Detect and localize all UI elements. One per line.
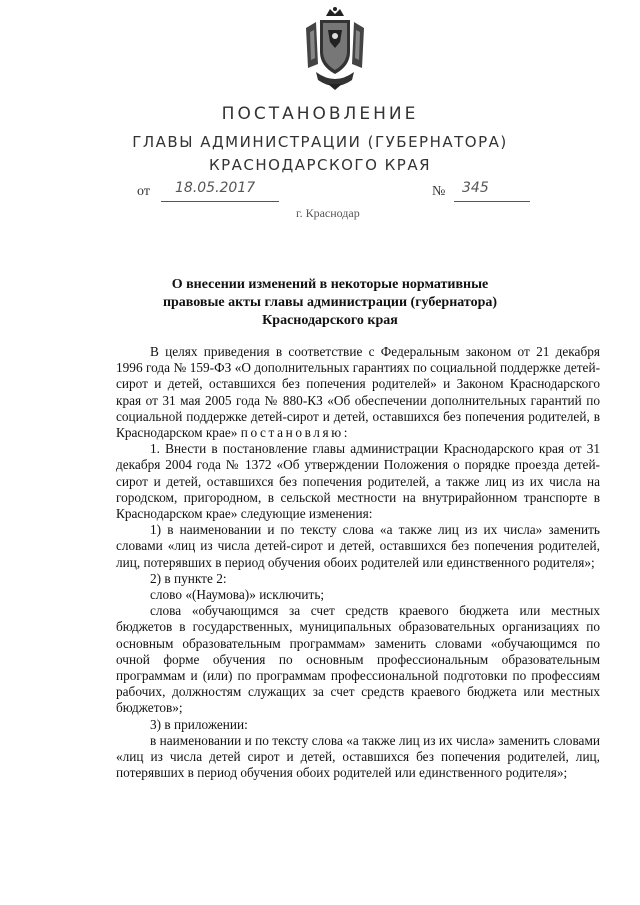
preamble-text: В целях приведения в соответствие с Федеральным законом от 21 декабря 1996 года № 159-ФЗ «О дополнительных гарантиях по социальной поддержке детей-сирот и детей, оставшихся без попечения родителей» и Законом Краснодарского края от 31 мая 2005 года № 880-КЗ «Об обеспечении дополнительных гарантий по социальной поддержке детей-сирот и детей, оставшихся без попечения родителей, в Краснодарском крае» [116,344,600,441]
document-type-title: ПОСТАНОВЛЕНИЕ [221,104,419,124]
region-line: КРАСНОДАРСКОГО КРАЯ [208,156,432,174]
preamble-paragraph [116,344,600,441]
subitem-3-paragraph: 3) в приложении: [150,716,248,732]
document-title-line: О внесении изменений в некоторые нормативные [171,277,489,292]
coat-of-arms-emblem [302,6,368,92]
date-underline [161,201,279,202]
document-title-line: Краснодарского края [262,313,398,328]
subitem-1-paragraph: 1) в наименовании и по тексту слова «а также лиц из их числа» заменить словами «лиц из числа детей-сирот и детей, оставшихся без попечения родителей, лиц, потерявших в период обучения обоих родителей или единственного родителя»; [116,522,600,570]
document-title [140,276,520,330]
item-1-paragraph: 1. Внести в постановление главы администрации Краснодарского края от 31 декабря 2004 года № 1372 «Об утверждении Положения о порядке проезда детей-сирот и детей, оставшихся без попечения родителей, а также лиц из их числа на городском, пригородном, в сельской местности на внутрирайонном транспорте в Краснодарском крае» следующие изменения: [116,441,600,522]
number-field [432,180,489,200]
number-value: 345 [462,180,489,196]
decree-word: постановляю: [240,425,351,441]
word-exclusion-paragraph: слово «(Наумова)» исключить; [150,587,325,603]
issuer-line: ГЛАВЫ АДМИНИСТРАЦИИ (ГУБЕРНАТОРА) [132,133,508,151]
words-replacement-paragraph: слова «обучающимся за счет средств краевого бюджета или местных бюджетов в государственных, муниципальных образовательных организациях по основным образовательным программам» заменить словами «обучающимся по очной форме обучения по основным профессиональным образовательным программам и (или) по программам профессиональной подготовки по профессиям рабочих, должностям служащих за счет средств краевого бюджета или местных бюджетов»; [116,603,600,716]
number-underline [454,201,530,202]
document-title-line: правовые акты главы администрации (губернатора) [162,295,498,310]
city-name: г. Краснодар [296,206,360,220]
subitem-2-paragraph: 2) в пункте 2: [150,570,227,586]
date-field [137,180,256,200]
appendix-changes-paragraph: в наименовании и по тексту слова «а также лиц из их числа» заменить словами «лиц из числа детей сирот и детей, оставшихся без попечения родителей, лиц, потерявших в период обучения обоих родителей или единственного родителя»; [116,732,600,781]
date-value: 18.05.2017 [175,180,256,196]
number-prefix: № [432,184,446,199]
date-prefix: от [137,184,150,199]
document-body [116,344,600,781]
